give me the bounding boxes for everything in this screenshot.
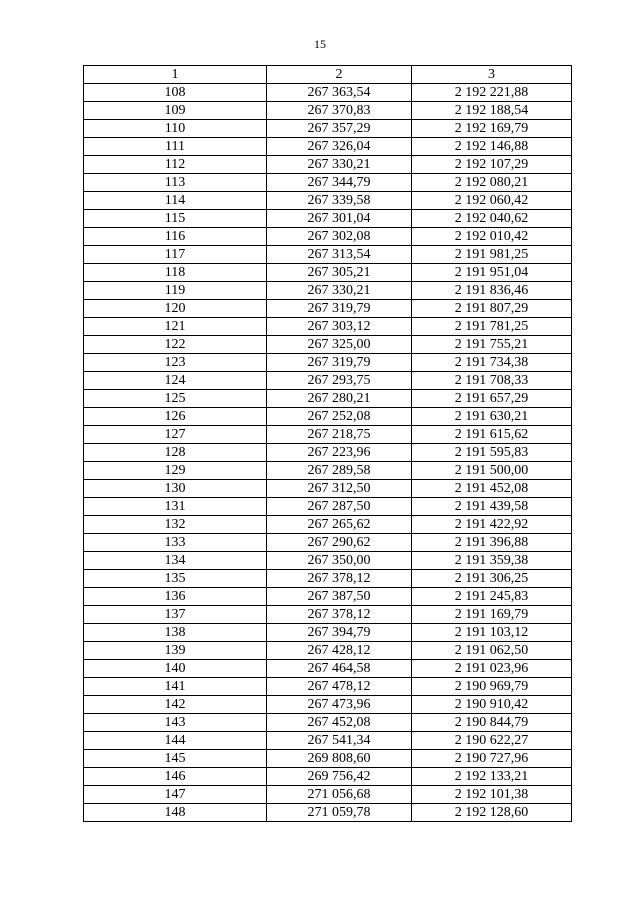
x-coordinate-cell: 267 378,12: [267, 606, 412, 624]
table-row: [84, 516, 572, 534]
x-coordinate-cell: 267 325,00: [267, 336, 412, 354]
point-number-cell: 126: [84, 408, 267, 426]
x-coordinate-cell: 269 756,42: [267, 768, 412, 786]
x-coordinate-cell: 267 363,54: [267, 84, 412, 102]
point-number-cell: 125: [84, 390, 267, 408]
point-number-cell: 135: [84, 570, 267, 588]
x-coordinate-cell: 267 326,04: [267, 138, 412, 156]
x-coordinate-cell: 267 478,12: [267, 678, 412, 696]
y-coordinate-cell: 2 190 622,27: [412, 732, 572, 750]
point-number-cell: 146: [84, 768, 267, 786]
page-number: 15: [314, 37, 326, 51]
y-coordinate-cell: 2 190 910,42: [412, 696, 572, 714]
point-number-cell: 110: [84, 120, 267, 138]
y-coordinate-cell: 2 190 727,96: [412, 750, 572, 768]
table-row: [84, 228, 572, 246]
point-number-cell: 123: [84, 354, 267, 372]
point-number-cell: 136: [84, 588, 267, 606]
x-coordinate-cell: 267 223,96: [267, 444, 412, 462]
y-coordinate-cell: 2 191 396,88: [412, 534, 572, 552]
y-coordinate-cell: 2 191 062,50: [412, 642, 572, 660]
x-coordinate-cell: 267 428,12: [267, 642, 412, 660]
x-coordinate-cell: 267 473,96: [267, 696, 412, 714]
point-number-cell: 147: [84, 786, 267, 804]
point-number-cell: 142: [84, 696, 267, 714]
table-row: [84, 354, 572, 372]
table-row: [84, 768, 572, 786]
point-number-cell: 122: [84, 336, 267, 354]
y-coordinate-cell: 2 191 595,83: [412, 444, 572, 462]
y-coordinate-cell: 2 192 169,79: [412, 120, 572, 138]
y-coordinate-cell: 2 192 146,88: [412, 138, 572, 156]
point-number-cell: 111: [84, 138, 267, 156]
x-coordinate-cell: 267 218,75: [267, 426, 412, 444]
x-coordinate-cell: 267 541,34: [267, 732, 412, 750]
x-coordinate-cell: 267 265,62: [267, 516, 412, 534]
table-row: [84, 480, 572, 498]
x-coordinate-cell: 267 394,79: [267, 624, 412, 642]
table-row: [84, 642, 572, 660]
point-number-cell: 137: [84, 606, 267, 624]
table-row: [84, 732, 572, 750]
x-coordinate-cell: 267 344,79: [267, 174, 412, 192]
point-number-cell: 138: [84, 624, 267, 642]
table-row: [84, 660, 572, 678]
x-coordinate-cell: 267 303,12: [267, 318, 412, 336]
table-row: [84, 192, 572, 210]
x-coordinate-cell: 267 287,50: [267, 498, 412, 516]
point-number-cell: 139: [84, 642, 267, 660]
point-number-cell: 128: [84, 444, 267, 462]
x-coordinate-cell: 267 357,29: [267, 120, 412, 138]
y-coordinate-cell: 2 191 103,12: [412, 624, 572, 642]
column-header-3: 3: [412, 66, 572, 84]
table-row: [84, 156, 572, 174]
y-coordinate-cell: 2 191 023,96: [412, 660, 572, 678]
x-coordinate-cell: 267 387,50: [267, 588, 412, 606]
table-row: [84, 246, 572, 264]
x-coordinate-cell: 267 313,54: [267, 246, 412, 264]
x-coordinate-cell: 267 464,58: [267, 660, 412, 678]
x-coordinate-cell: 267 370,83: [267, 102, 412, 120]
table-row: [84, 210, 572, 228]
y-coordinate-cell: 2 191 500,00: [412, 462, 572, 480]
point-number-cell: 115: [84, 210, 267, 228]
table-row: [84, 786, 572, 804]
y-coordinate-cell: 2 191 836,46: [412, 282, 572, 300]
y-coordinate-cell: 2 191 169,79: [412, 606, 572, 624]
column-header-2: 2: [267, 66, 412, 84]
table-row: [84, 336, 572, 354]
point-number-cell: 132: [84, 516, 267, 534]
point-number-cell: 130: [84, 480, 267, 498]
x-coordinate-cell: 269 808,60: [267, 750, 412, 768]
point-number-cell: 140: [84, 660, 267, 678]
table-row: [84, 606, 572, 624]
y-coordinate-cell: 2 190 844,79: [412, 714, 572, 732]
table-row: [84, 750, 572, 768]
y-coordinate-cell: 2 192 040,62: [412, 210, 572, 228]
y-coordinate-cell: 2 192 188,54: [412, 102, 572, 120]
point-number-cell: 117: [84, 246, 267, 264]
table-row: [84, 372, 572, 390]
table-row: [84, 120, 572, 138]
x-coordinate-cell: 267 305,21: [267, 264, 412, 282]
table-row: [84, 696, 572, 714]
point-number-cell: 109: [84, 102, 267, 120]
y-coordinate-cell: 2 192 221,88: [412, 84, 572, 102]
x-coordinate-cell: 267 319,79: [267, 354, 412, 372]
y-coordinate-cell: 2 191 452,08: [412, 480, 572, 498]
x-coordinate-cell: 267 350,00: [267, 552, 412, 570]
table-row: [84, 426, 572, 444]
point-number-cell: 143: [84, 714, 267, 732]
y-coordinate-cell: 2 191 807,29: [412, 300, 572, 318]
x-coordinate-cell: 267 339,58: [267, 192, 412, 210]
point-number-cell: 134: [84, 552, 267, 570]
table-row: [84, 84, 572, 102]
x-coordinate-cell: 267 293,75: [267, 372, 412, 390]
x-coordinate-cell: 267 378,12: [267, 570, 412, 588]
table-row: [84, 300, 572, 318]
table-row: [84, 462, 572, 480]
y-coordinate-cell: 2 192 101,38: [412, 786, 572, 804]
table-row: [84, 102, 572, 120]
y-coordinate-cell: 2 192 080,21: [412, 174, 572, 192]
point-number-cell: 127: [84, 426, 267, 444]
point-number-cell: 112: [84, 156, 267, 174]
point-number-cell: 120: [84, 300, 267, 318]
table-row: [84, 444, 572, 462]
y-coordinate-cell: 2 191 439,58: [412, 498, 572, 516]
table-row: [84, 138, 572, 156]
x-coordinate-cell: 267 330,21: [267, 282, 412, 300]
point-number-cell: 113: [84, 174, 267, 192]
x-coordinate-cell: 271 059,78: [267, 804, 412, 822]
y-coordinate-cell: 2 191 708,33: [412, 372, 572, 390]
x-coordinate-cell: 267 312,50: [267, 480, 412, 498]
coordinates-table: [83, 65, 572, 822]
x-coordinate-cell: 267 330,21: [267, 156, 412, 174]
x-coordinate-cell: 267 252,08: [267, 408, 412, 426]
table-body: [84, 84, 572, 822]
table-row: [84, 624, 572, 642]
x-coordinate-cell: 267 302,08: [267, 228, 412, 246]
y-coordinate-cell: 2 191 306,25: [412, 570, 572, 588]
point-number-cell: 145: [84, 750, 267, 768]
column-header-1: 1: [84, 66, 267, 84]
x-coordinate-cell: 267 301,04: [267, 210, 412, 228]
y-coordinate-cell: 2 191 781,25: [412, 318, 572, 336]
point-number-cell: 141: [84, 678, 267, 696]
y-coordinate-cell: 2 191 245,83: [412, 588, 572, 606]
table-row: [84, 552, 572, 570]
y-coordinate-cell: 2 192 010,42: [412, 228, 572, 246]
y-coordinate-cell: 2 190 969,79: [412, 678, 572, 696]
table-row: [84, 408, 572, 426]
table-row: [84, 282, 572, 300]
x-coordinate-cell: 271 056,68: [267, 786, 412, 804]
y-coordinate-cell: 2 191 981,25: [412, 246, 572, 264]
y-coordinate-cell: 2 191 630,21: [412, 408, 572, 426]
y-coordinate-cell: 2 191 422,92: [412, 516, 572, 534]
table-row: [84, 588, 572, 606]
y-coordinate-cell: 2 191 359,38: [412, 552, 572, 570]
table-row: [84, 804, 572, 822]
point-number-cell: 144: [84, 732, 267, 750]
table-row: [84, 678, 572, 696]
x-coordinate-cell: 267 289,58: [267, 462, 412, 480]
table-row: [84, 534, 572, 552]
table-row: [84, 498, 572, 516]
point-number-cell: 131: [84, 498, 267, 516]
table-row: [84, 318, 572, 336]
point-number-cell: 124: [84, 372, 267, 390]
point-number-cell: 114: [84, 192, 267, 210]
table-row: [84, 174, 572, 192]
x-coordinate-cell: 267 452,08: [267, 714, 412, 732]
point-number-cell: 108: [84, 84, 267, 102]
point-number-cell: 119: [84, 282, 267, 300]
x-coordinate-cell: 267 290,62: [267, 534, 412, 552]
y-coordinate-cell: 2 191 755,21: [412, 336, 572, 354]
y-coordinate-cell: 2 191 657,29: [412, 390, 572, 408]
table-row: [84, 714, 572, 732]
table-row: [84, 390, 572, 408]
point-number-cell: 133: [84, 534, 267, 552]
x-coordinate-cell: 267 319,79: [267, 300, 412, 318]
y-coordinate-cell: 2 191 951,04: [412, 264, 572, 282]
point-number-cell: 148: [84, 804, 267, 822]
x-coordinate-cell: 267 280,21: [267, 390, 412, 408]
point-number-cell: 118: [84, 264, 267, 282]
point-number-cell: 121: [84, 318, 267, 336]
table-row: [84, 264, 572, 282]
point-number-cell: 129: [84, 462, 267, 480]
table-row: [84, 570, 572, 588]
y-coordinate-cell: 2 191 615,62: [412, 426, 572, 444]
y-coordinate-cell: 2 192 133,21: [412, 768, 572, 786]
y-coordinate-cell: 2 191 734,38: [412, 354, 572, 372]
point-number-cell: 116: [84, 228, 267, 246]
y-coordinate-cell: 2 192 060,42: [412, 192, 572, 210]
y-coordinate-cell: 2 192 128,60: [412, 804, 572, 822]
table-header-row: [84, 66, 572, 84]
y-coordinate-cell: 2 192 107,29: [412, 156, 572, 174]
